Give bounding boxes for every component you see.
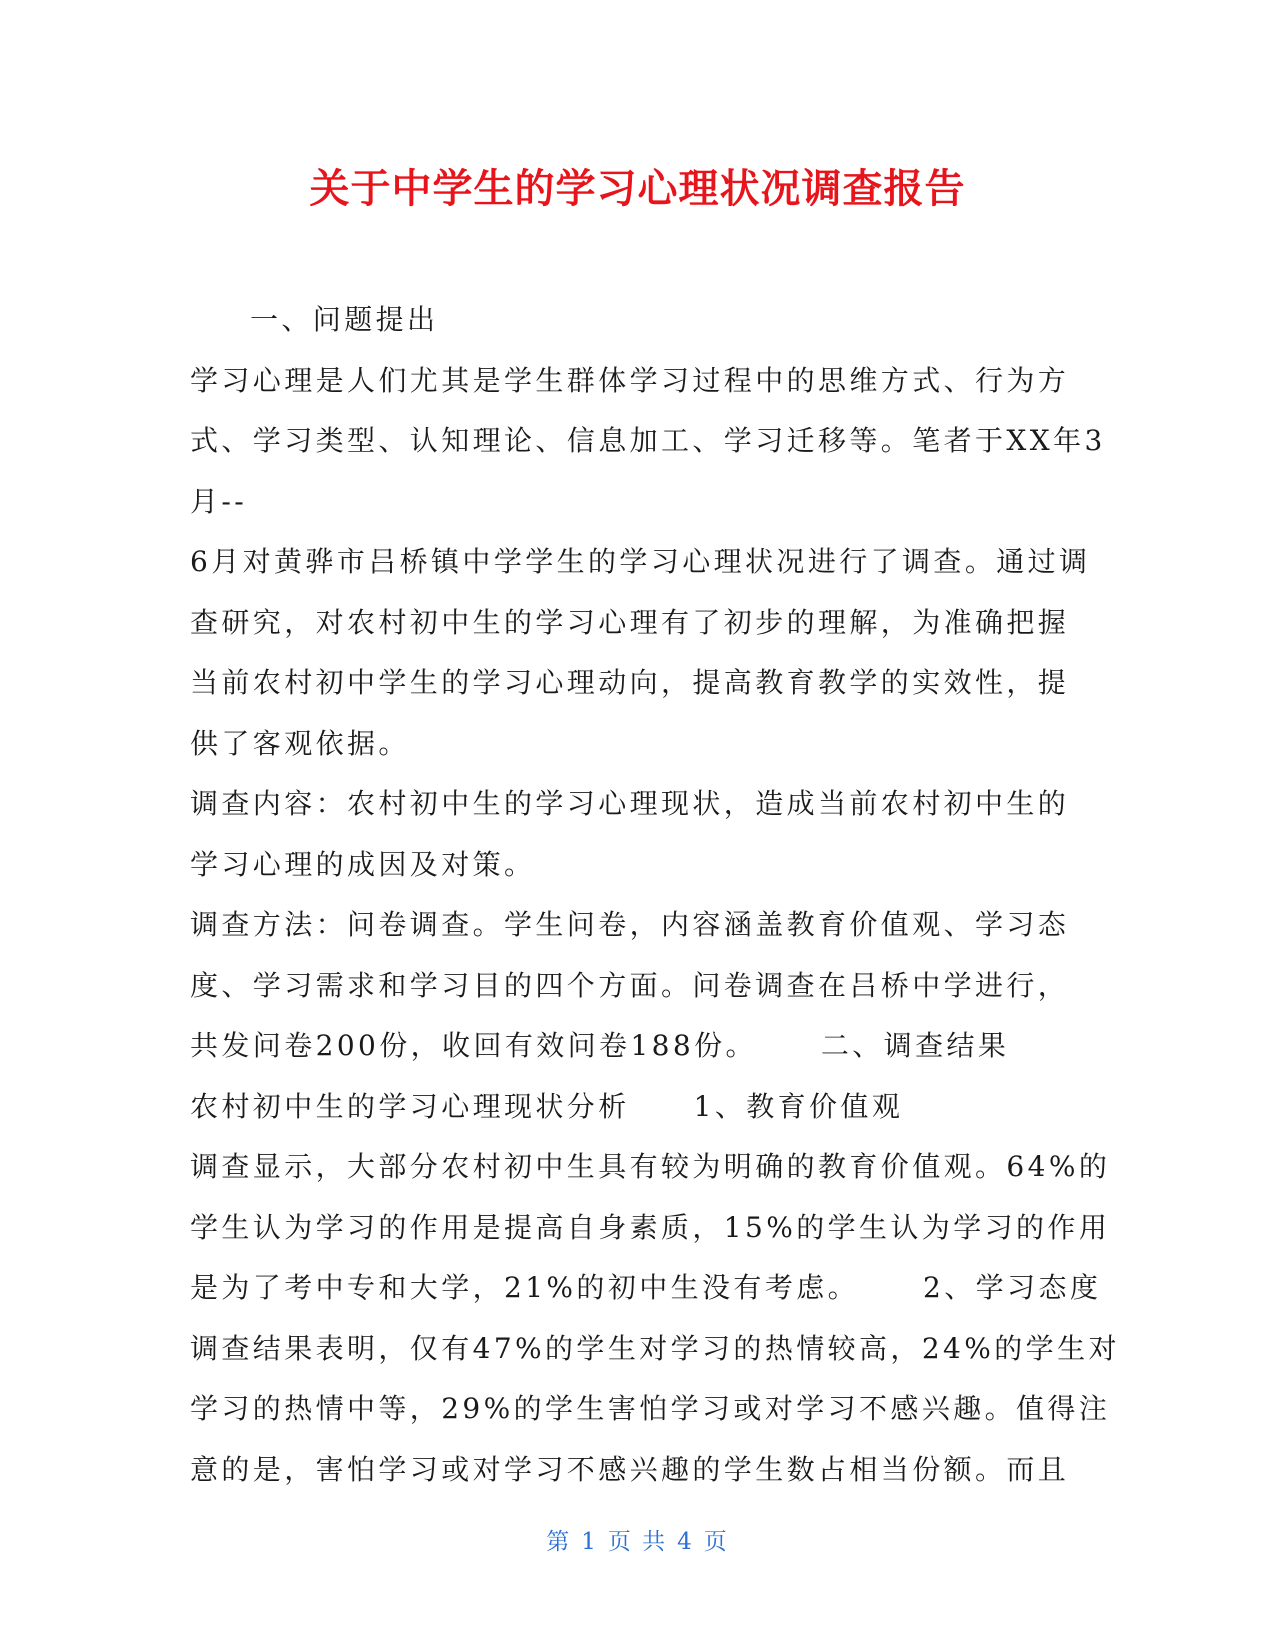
paragraph-line: 调查内容：农村初中生的学习心理现状，造成当前农村初中生的 [190,787,1070,820]
subsection-heading-2: 2、学习态度 [923,1271,1102,1304]
paragraph-line: 调查方法：问卷调查。学生问卷，内容涵盖教育价值观、学习态 [190,908,1070,941]
footer-suffix: 页 [703,1529,729,1555]
paragraph-line: 查研究，对农村初中生的学习心理有了初步的理解，为准确把握 [190,605,1070,639]
footer-middle: 页 共 [607,1529,668,1555]
document-title: 关于中学生的学习心理状况调查报告 [309,166,966,212]
document-body [190,290,1120,1500]
section-heading-2: 二、调查结果 [820,1029,1010,1062]
paragraph-text: 是为了考中专和大学，21%的初中生没有考虑。 [190,1271,860,1304]
paragraph-line: 学习的热情中等，29%的学生害怕学习或对学习不感兴趣。值得注 [190,1392,1111,1425]
paragraph-line: 学习心理是人们尤其是学生群体学习过程中的思维方式、行为方 [190,363,1070,397]
paragraph-line: 当前农村初中学生的学习心理动向，提高教育教学的实效性，提 [190,666,1070,699]
paragraph-line: 式、学习类型、认知理论、信息加工、学习迁移等。笔者于XX年3 [190,424,1106,457]
footer-prefix: 第 [546,1529,572,1555]
paragraph-line: 6月对黄骅市吕桥镇中学学生的学习心理状况进行了调查。通过调 [190,545,1091,578]
paragraph-line [190,1258,1102,1319]
paragraph-line [190,1077,1090,1138]
current-page-number: 1 [581,1529,598,1555]
paragraph-line: 意的是，害怕学习或对学习不感兴趣的学生数占相当份额。而且 [190,1452,1070,1486]
section-heading-1: 一、问题提出 [250,303,439,336]
subsection-heading: 农村初中生的学习心理现状分析 [190,1089,630,1123]
subsection-heading-1: 1、教育价值观 [693,1089,904,1123]
paragraph-line: 学习心理的成因及对策。 [190,847,536,881]
paragraph-line: 度、学习需求和学习目的四个方面。问卷调查在吕桥中学进行， [190,968,1070,1002]
total-pages-number: 4 [677,1529,694,1555]
paragraph-line: 学生认为学习的作用是提高自身素质，15%的学生认为学习的作用 [190,1210,1111,1244]
paragraph-line: 调查结果表明，仅有47%的学生对学习的热情较高，24%的学生对 [190,1331,1120,1365]
paragraph-line: 供了客观依据。 [190,726,410,760]
paragraph-line: 调查显示，大部分农村初中生具有较为明确的教育价值观。64%的 [190,1150,1111,1183]
page-footer [0,1523,1275,1556]
paragraph-line [190,1016,1090,1077]
paragraph-text: 共发问卷200份，收回有效问卷188份。 [190,1029,757,1062]
paragraph-line: 月-- [190,484,248,518]
